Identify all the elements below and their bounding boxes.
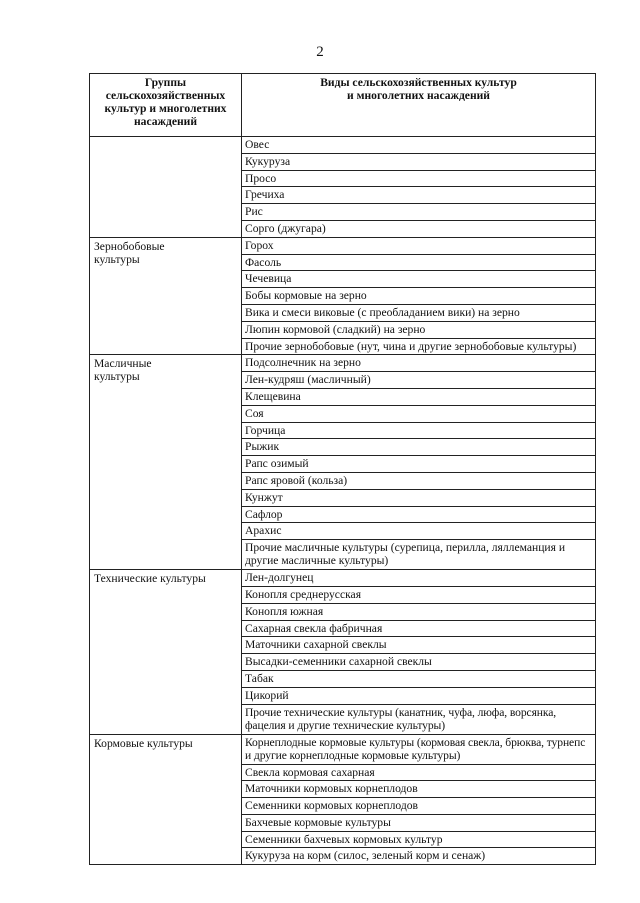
crop-name: Конопля южная [242, 603, 596, 620]
crop-name: Высадки-семенники сахарной свеклы [242, 654, 596, 671]
table-row [90, 570, 596, 587]
crop-name: Гречиха [242, 187, 596, 204]
table-row [90, 734, 596, 764]
group-name: Зернобобовые культуры [90, 237, 242, 355]
crop-name: Рапс яровой (кольза) [242, 472, 596, 489]
crop-name: Клещевина [242, 388, 596, 405]
crop-name: Сафлор [242, 506, 596, 523]
crop-name: Кукуруза [242, 153, 596, 170]
crop-name: Рис [242, 204, 596, 221]
crop-name: Кукуруза на корм (силос, зеленый корм и сенаж) [242, 848, 596, 865]
crop-name: Рапс озимый [242, 456, 596, 473]
crop-name: Горох [242, 237, 596, 254]
crop-name: Лен-кудряш (масличный) [242, 372, 596, 389]
crop-name: Соя [242, 405, 596, 422]
crop-name: Бахчевые кормовые культуры [242, 814, 596, 831]
group-name [90, 137, 242, 238]
crop-name: Прочие технические культуры (канатник, чуфа, люфа, ворсянка, фацелия и другие технические культуры) [242, 704, 596, 734]
crop-name: Свекла кормовая сахарная [242, 764, 596, 781]
crop-name: Цикорий [242, 687, 596, 704]
crop-name: Маточники сахарной свеклы [242, 637, 596, 654]
crop-name: Прочие масличные культуры (сурепица, перилла, ляллеманция и другие масличные культуры) [242, 540, 596, 570]
crop-name: Просо [242, 170, 596, 187]
page-number: 2 [316, 44, 324, 60]
header-groups: Группы сельскохозяйственных культур и многолетних насаждений [90, 74, 242, 137]
table-row [90, 237, 596, 254]
crop-name: Лен-долгунец [242, 570, 596, 587]
header-row [90, 74, 596, 137]
crop-name: Овес [242, 137, 596, 154]
crop-name: Корнеплодные кормовые культуры (кормовая свекла, брюква, турнепс и другие корнеплодные кормовые культуры) [242, 734, 596, 764]
crop-name: Арахис [242, 523, 596, 540]
crop-name: Рыжик [242, 439, 596, 456]
crop-name: Горчица [242, 422, 596, 439]
group-name: Кормовые культуры [90, 734, 242, 865]
crop-name: Семенники бахчевых кормовых культур [242, 831, 596, 848]
crop-name: Сорго (джугара) [242, 220, 596, 237]
group-name: Масличные культуры [90, 355, 242, 570]
crop-name: Сахарная свекла фабричная [242, 620, 596, 637]
crop-name: Фасоль [242, 254, 596, 271]
crop-name: Табак [242, 670, 596, 687]
crop-name: Маточники кормовых корнеплодов [242, 781, 596, 798]
crop-name: Прочие зернобобовые (нут, чина и другие зернобобовые культуры) [242, 338, 596, 355]
group-name: Технические культуры [90, 570, 242, 734]
crop-name: Конопля среднерусская [242, 586, 596, 603]
crop-name: Бобы кормовые на зерно [242, 288, 596, 305]
crop-name: Подсолнечник на зерно [242, 355, 596, 372]
header-kinds: Виды сельскохозяйственных культур и многолетних насаждений [242, 74, 596, 137]
crop-name: Семенники кормовых корнеплодов [242, 798, 596, 815]
crops-table [89, 73, 596, 865]
crop-name: Вика и смеси виковые (с преобладанием вики) на зерно [242, 304, 596, 321]
crop-name: Кунжут [242, 489, 596, 506]
crop-name: Чечевица [242, 271, 596, 288]
table-row [90, 137, 596, 154]
crops-table-body [90, 137, 596, 865]
table-row [90, 355, 596, 372]
crop-name: Люпин кормовой (сладкий) на зерно [242, 321, 596, 338]
